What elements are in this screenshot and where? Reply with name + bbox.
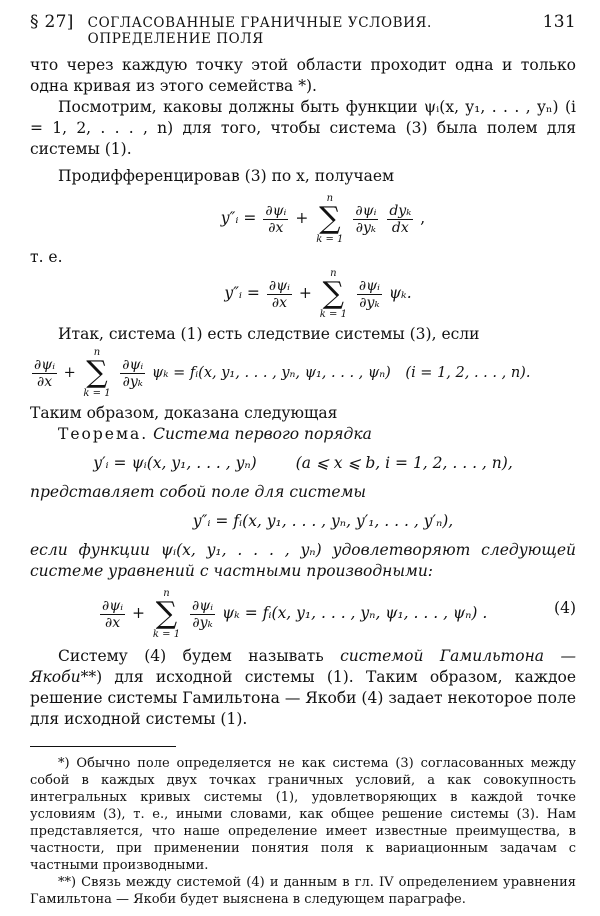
paragraph-1: что через каждую точку этой области проходит одна и только одна кривая из этого семейства *). xyxy=(30,56,576,95)
plus-sign: + xyxy=(131,604,145,622)
fraction: $\frac{\text{∂ψᵢ}}{\text{∂yₖ}}$ xyxy=(358,277,380,311)
formula-1-end: , xyxy=(420,209,426,227)
running-header xyxy=(30,12,576,47)
sum-symbol: n ∑ k = 1 xyxy=(316,193,344,245)
footnote-1: *) Обычно поле определяется не как система (3) согласованных между собой в каждых двух точках граничных условий, а как совокупность интегральных кривых системы (1), удовлетворяющих в каждой точке условиям (3), т. е., иными словами, как общее решение системы (3). Нам представляется, что наше определение имеет известные преимущества, в частности, при применении понятия поля к вариационным задачам с частными производными. xyxy=(30,756,576,873)
page xyxy=(30,12,576,908)
paragraph-6: представляет собой поле для системы xyxy=(30,483,367,501)
paragraph-4: Итак, система (1) есть следствие системы (3), если xyxy=(58,325,480,343)
formula-4-eq: y′ᵢ = ψᵢ(x, y₁, . . . , yₙ) xyxy=(93,454,257,472)
footnote-divider xyxy=(30,746,176,747)
fraction: $\frac{\text{∂ψᵢ}}{\text{∂yₖ}}$ xyxy=(122,356,144,390)
formula-2-end: ψₖ. xyxy=(388,284,412,302)
formula-1-lhs: y″ᵢ = xyxy=(220,209,257,227)
footnote-2: **) Связь между системой (4) и данным в гл. IV определением уравнения Гамильтона — Якоби будет выяснена в следующем параграфе. xyxy=(30,875,576,907)
fraction: $\frac{\text{∂ψᵢ}}{\partial x}$ xyxy=(102,597,124,631)
header-title: СОГЛАСОВАННЫЕ ГРАНИЧНЫЕ УСЛОВИЯ. ОПРЕДЕЛЕНИЕ ПОЛЯ xyxy=(87,15,432,47)
page-number: 131 xyxy=(542,12,576,32)
paragraph-8-term: системой Гамильтона — Якоби xyxy=(30,647,576,686)
fraction: $\frac{\text{∂ψᵢ}}{\partial x}$ xyxy=(34,356,56,390)
paragraph-2: Посмотрим, каковы должны быть функции ψᵢ(x, y₁, . . . , yₙ) (i = 1, 2, . . . , n) для того, чтобы система (3) была полем для системы (1). xyxy=(30,98,576,158)
theorem-label: Теорема. xyxy=(58,425,149,443)
sum-symbol: n ∑ k = 1 xyxy=(152,588,181,640)
fraction: $\frac{\text{∂ψᵢ}}{\text{∂yₖ}}$ xyxy=(355,202,377,236)
paragraph-8-end: **) для исходной системы (1). Таким образом, каждое решение системы Гамильтона — Якоби (4) задает некоторое поле для исходной системы (1). xyxy=(30,668,576,728)
formula-3 xyxy=(30,347,576,399)
formula-2 xyxy=(60,268,576,320)
formula-4-condition: (a ⩽ x ⩽ b, i = 1, 2, . . . , n), xyxy=(295,454,513,472)
formula-3-condition: (i = 1, 2, . . . , n). xyxy=(405,365,531,381)
formula-4 xyxy=(30,453,576,474)
fraction: $\frac{\text{∂ψᵢ}}{\partial x}$ xyxy=(268,277,290,311)
fraction: $\frac{\text{dyₖ}}{dx}$ xyxy=(389,202,412,236)
formula-3-rhs: ψₖ = fᵢ(x, y₁, . . . , yₙ, ψ₁, . . . , ψₙ) xyxy=(151,365,391,381)
formula-6-rhs: ψₖ = fᵢ(x, y₁, . . . , yₙ, ψ₁, . . . , ψₙ) . xyxy=(222,604,488,622)
sum-symbol: n ∑ k = 1 xyxy=(83,347,111,399)
theorem-text: Система первого порядка xyxy=(153,425,372,443)
paragraph-5: Таким образом, доказана следующая xyxy=(30,404,338,422)
formula-6 xyxy=(98,588,576,640)
paragraph-8 xyxy=(30,646,576,730)
paragraph-3: Продифференцировав (3) по x, получаем xyxy=(58,167,395,185)
plus-sign: + xyxy=(63,365,76,381)
equation-number: (4) xyxy=(554,599,576,617)
plus-sign: + xyxy=(298,284,312,302)
paragraph-8-start: Систему (4) будем называть xyxy=(58,647,341,665)
paragraph-7: если функции ψᵢ(x, y₁, . . . , yₙ) удовлетворяют следующей системе уравнений с частными производными: xyxy=(30,541,576,580)
sum-symbol: n ∑ k = 1 xyxy=(319,268,347,320)
formula-2-lhs: y″ᵢ = xyxy=(224,284,260,302)
formula-1 xyxy=(70,193,576,245)
paragraph-te: т. е. xyxy=(30,248,63,266)
fraction: $\frac{\text{∂ψᵢ}}{\text{∂yₖ}}$ xyxy=(192,597,214,631)
section-number: § 27] xyxy=(30,12,74,32)
plus-sign: + xyxy=(295,209,309,227)
formula-5 xyxy=(70,511,576,532)
fraction: $\frac{\text{∂ψᵢ}}{\partial x}$ xyxy=(265,202,287,236)
theorem xyxy=(30,424,576,445)
formula-5-eq: y″ᵢ = fᵢ(x, y₁, . . . , yₙ, y′₁, . . . , y′ₙ), xyxy=(192,512,454,530)
